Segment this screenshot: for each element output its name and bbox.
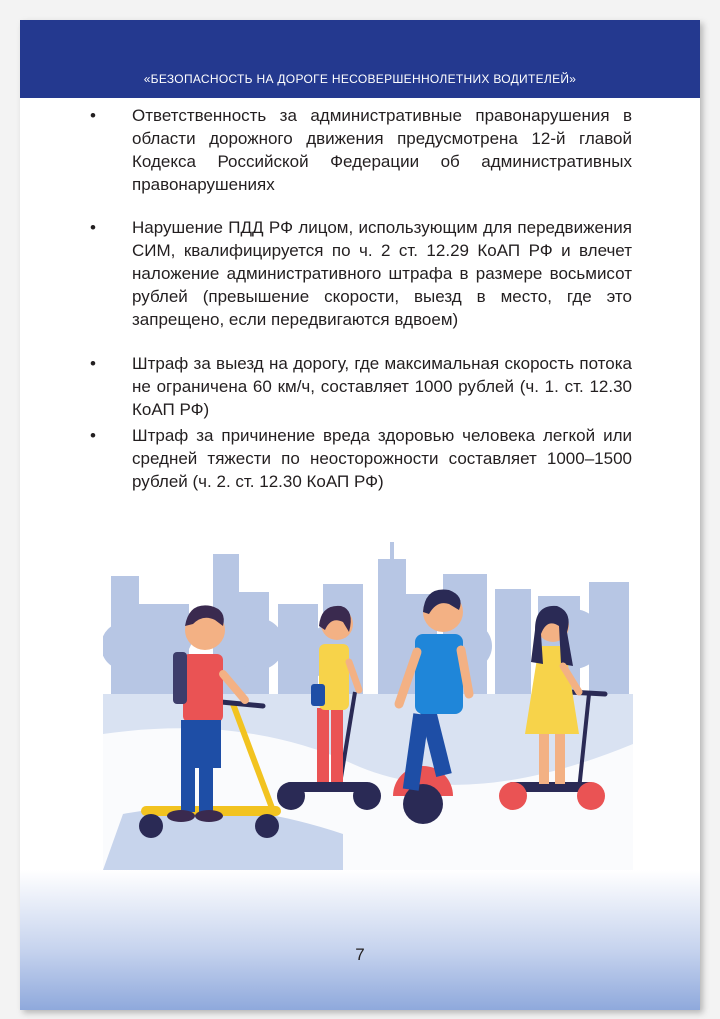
bullet-text: Штраф за причинение вреда здоровью человека легкой или средней тяжести по неосторожности составляет 1000–1500 рублей (ч. 2. ст. 12.30 КоАП РФ) <box>132 426 632 491</box>
bullet-marker: • <box>90 106 96 125</box>
bullet-item <box>90 352 632 421</box>
bullet-item <box>90 104 632 196</box>
bullet-marker: • <box>90 354 96 373</box>
bullet-text: Ответственность за административные правонарушения в области дорожного движения предусмотрена 12-й главой Кодекса Российской Федерации об административных правонарушениях <box>132 106 632 194</box>
bullet-item <box>90 216 632 331</box>
document-page <box>20 20 700 1010</box>
page-number: 7 <box>355 945 365 964</box>
bullet-marker: • <box>90 426 96 445</box>
page-header <box>20 20 700 98</box>
header-title: «БЕЗОПАСНОСТЬ НА ДОРОГЕ НЕСОВЕРШЕННОЛЕТНИХ ВОДИТЕЛЕЙ» <box>143 72 577 86</box>
bullet-marker: • <box>90 218 96 237</box>
bullet-list <box>90 104 632 493</box>
bullet-item <box>90 424 632 493</box>
bullet-text: Штраф за выезд на дорогу, где максимальная скорость потока не ограничена 60 км/ч, составляет 1000 рублей (ч. 1. ст. 12.30 КоАП РФ) <box>132 354 632 419</box>
bullet-text: Нарушение ПДД РФ лицом, использующим для передвижения СИМ, квалифицируется по ч. 2 ст. 12.29 КоАП РФ и влечет наложение административного штрафа в размере восьмисот рублей (превышение скорости, выезд в место, где это запрещено, если передвигаются вдвоем) <box>132 218 632 329</box>
scooter-riders-illustration <box>103 534 633 870</box>
